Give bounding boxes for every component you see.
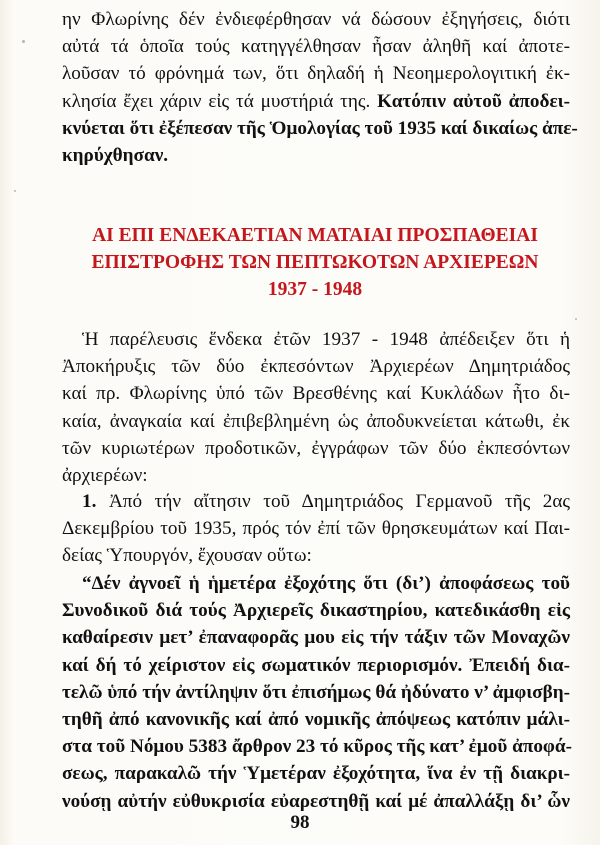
bold-text-line: τελῶ ὑπό τήν ἀντίληψιν ὅτι ἐπισήμως θά ἠδύνατο ν’ ἀμφισβη- <box>62 681 570 703</box>
heading-line: ΕΠΙΣΤΡΟΦΗΣ ΤΩΝ ΠΕΠΤΩΚΟΤΩΝ ΑΡΧΙΕΡΕΩΝ <box>91 252 539 273</box>
text-line: καία, ἀναγκαία καί ἐπιβεβλημένη ὡς ἀποδυκνείεται κάτωθι, ἐκ <box>62 410 570 432</box>
text-line: τῶν κυριωτέρων προδοτικῶν, ἐγγράφων τῶν δύο ἐκπεσόντων <box>62 437 570 459</box>
bold-text-line: κνύεται ὅτι ἐξέπεσαν τῆς Ὁμολογίας τοῦ 1935 καί δικαίως ἀπε- <box>62 117 578 139</box>
bold-text-line: τηθῆ ἀπό κανονικῆς καί ἀπό νομικῆς ἀπόψεως κατόπιν μάλι- <box>62 709 570 731</box>
text-run: Ἀπό τήν αἴτησιν τοῦ Δημητριάδος Γερμανοῦ τῆς 2ας <box>108 491 571 512</box>
text-line: λοῦσαν τό φρόνημά των, ὅτι δηλαδή ἡ Νεοημερολογιτική ἐκ- <box>62 63 570 85</box>
paragraph-1 <box>62 6 578 169</box>
text-line: ἀρχιερέων: <box>62 465 148 487</box>
bold-text-line: καί δή τό χείριστον εἰς σωματικόν περιορισμόν. Ἐπειδή δια- <box>62 654 570 676</box>
bold-text-line: στα τοῦ Νόμου 5383 ἄρθρον 23 τό κῦρος τῆς κατ’ ἐμοῦ ἀποφά- <box>62 736 572 758</box>
paragraph-3 <box>62 488 570 570</box>
item-number: 1. <box>82 491 97 512</box>
paper-speck <box>575 318 577 320</box>
bold-text-line: Συνοδικοῦ διά τούς Ἀρχιερεῖς δικαστηρίου, κατεδικάσθη εἰς <box>62 600 570 622</box>
paper-speck <box>14 190 16 192</box>
text-run: κλησία ἔχει χάριν εἰς τά μυστήριά της. <box>62 90 371 112</box>
bold-text-line: νούσῃ αὐτήν εὐθυκρισία εὐαρεστηθῇ καί μέ ἀπαλλάξῃ δι’ ὧν <box>62 790 570 812</box>
text-line: καί πρ. Φλωρίνης ὑπό τῶν Βρεσθένης καί Κυκλάδων ἦτο δι- <box>62 383 570 405</box>
bold-text-line: “Δέν ἀγνοεῖ ἡ ἡμετέρα ἐξοχότης ὅτι (δι’) ἀποφάσεως τοῦ <box>82 573 570 594</box>
heading-line: ΑΙ ΕΠΙ ΕΝΔΕΚΑΕΤΙΑΝ ΜΑΤΑΙΑΙ ΠΡΟΣΠΑΘΕΙΑΙ <box>92 225 538 246</box>
paper-speck <box>22 40 25 43</box>
text-line: αὐτά τά ὁποῖα τούς κατηγγέλθησαν ἦσαν ἀληθῆ καί ἀποτε- <box>62 36 570 58</box>
text-line: Ἡ παρέλευσις ἕνδεκα ἐτῶν 1937 - 1948 ἀπέδειξεν ὅτι ἡ <box>82 329 570 350</box>
paragraph-2 <box>62 326 570 489</box>
text-line: δείας Ὑπουργόν, ἔχουσαν οὕτω: <box>62 545 312 567</box>
section-heading <box>60 222 570 303</box>
bold-text-line: σεως, παρακαλῶ τήν Ὑμετέραν ἐξοχότητα, ἵνα ἐν τῇ διακρι- <box>62 763 570 785</box>
text-line: Δεκεμβρίου τοῦ 1935, πρός τόν ἐπί τῶν θρησκευμάτων καί Παι- <box>62 518 570 540</box>
quoted-paragraph <box>62 570 570 815</box>
bold-text-line: κηρύχθησαν. <box>62 145 169 167</box>
text-line: Ἀποκήρυξις τῶν δύο ἐκπεσόντων Ἀρχιερέων Δημητριάδος <box>62 356 570 378</box>
bold-text-run: Κατόπιν αὐτοῦ ἀποδει- <box>377 90 570 112</box>
text-line-mixed <box>62 88 570 115</box>
page-number: 98 <box>290 812 310 833</box>
bold-text-line: καθαίρεσιν μετ’ ἐπαναφορᾶς μου εἰς τήν τάξιν τῶν Μοναχῶν <box>62 627 570 649</box>
heading-date-range: 1937 - 1948 <box>267 279 363 300</box>
text-line: ην Φλωρίνης δέν ἐνδιεφέρθησαν νά δώσουν ἐξηγήσεις, διότι <box>62 9 570 30</box>
text-line-numbered <box>62 488 570 515</box>
